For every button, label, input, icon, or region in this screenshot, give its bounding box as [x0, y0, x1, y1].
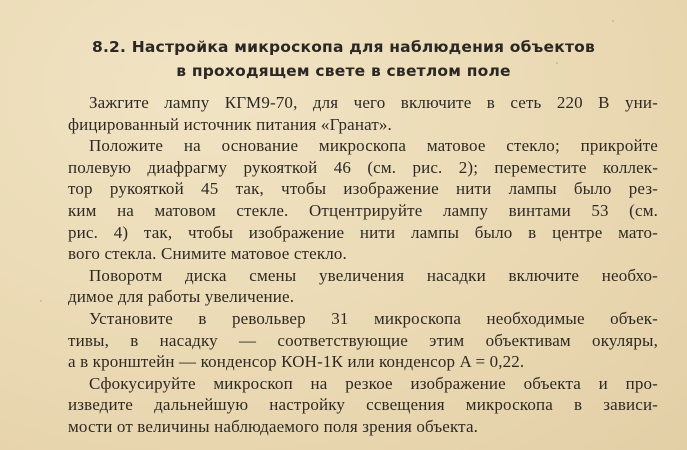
text-line: Зажгите лампу КГМ9-70, для чего включите в сеть 220 В уни-	[89, 93, 658, 112]
text-line: Установите в револьвер 31 микроскопа необходимые объек-	[89, 308, 658, 328]
section-heading-line-1: 8.2. Настройка микроскопа для наблюдения объектов	[91, 38, 595, 56]
text-line: изведите дальнейшую настройку ссвещения микроскопа в зависи-	[68, 395, 658, 415]
text-line: ким на матовом стекле. Отцентрируйте лампу винтами 53 (см.	[68, 200, 658, 220]
text-line: Положите на основание микроскопа матовое стекло; прикройте	[89, 136, 658, 156]
section-heading-line-2: в проходящем свете в светлом поле	[176, 62, 511, 80]
text-line: мости от величины наблюдаемого поля зрения объекта.	[68, 416, 479, 436]
instructions-text	[68, 92, 658, 438]
text-line: тивы, в насадку — соответствующие этим объективам окуляры,	[68, 330, 658, 350]
text-line: фицированный источник питания «Гранат».	[68, 114, 392, 134]
text-line: димое для работы увеличение.	[68, 287, 295, 307]
text-line: а в кронштейн — конденсор КОН-1К или конденсор A = 0,22.	[68, 352, 525, 372]
paper-speck	[556, 62, 558, 64]
text-line: Поворотм диска смены увеличения насадки включите необхо-	[89, 265, 658, 285]
text-line: тор рукояткой 45 так, чтобы изображение нити лампы было рез-	[68, 179, 658, 199]
text-line: рис. 4) так, чтобы изображение нити лампы было в центре мато-	[68, 222, 658, 242]
paper-speck	[612, 20, 614, 22]
text-line: полевую диафрагму рукояткой 46 (см. рис. 2); переместите коллек-	[68, 157, 658, 177]
paper-speck	[40, 300, 42, 302]
text-line: Сфокусируйте микроскоп на резкое изображение объекта и про-	[89, 373, 658, 393]
text-line: вого стекла. Снимите матовое стекло.	[68, 244, 347, 264]
